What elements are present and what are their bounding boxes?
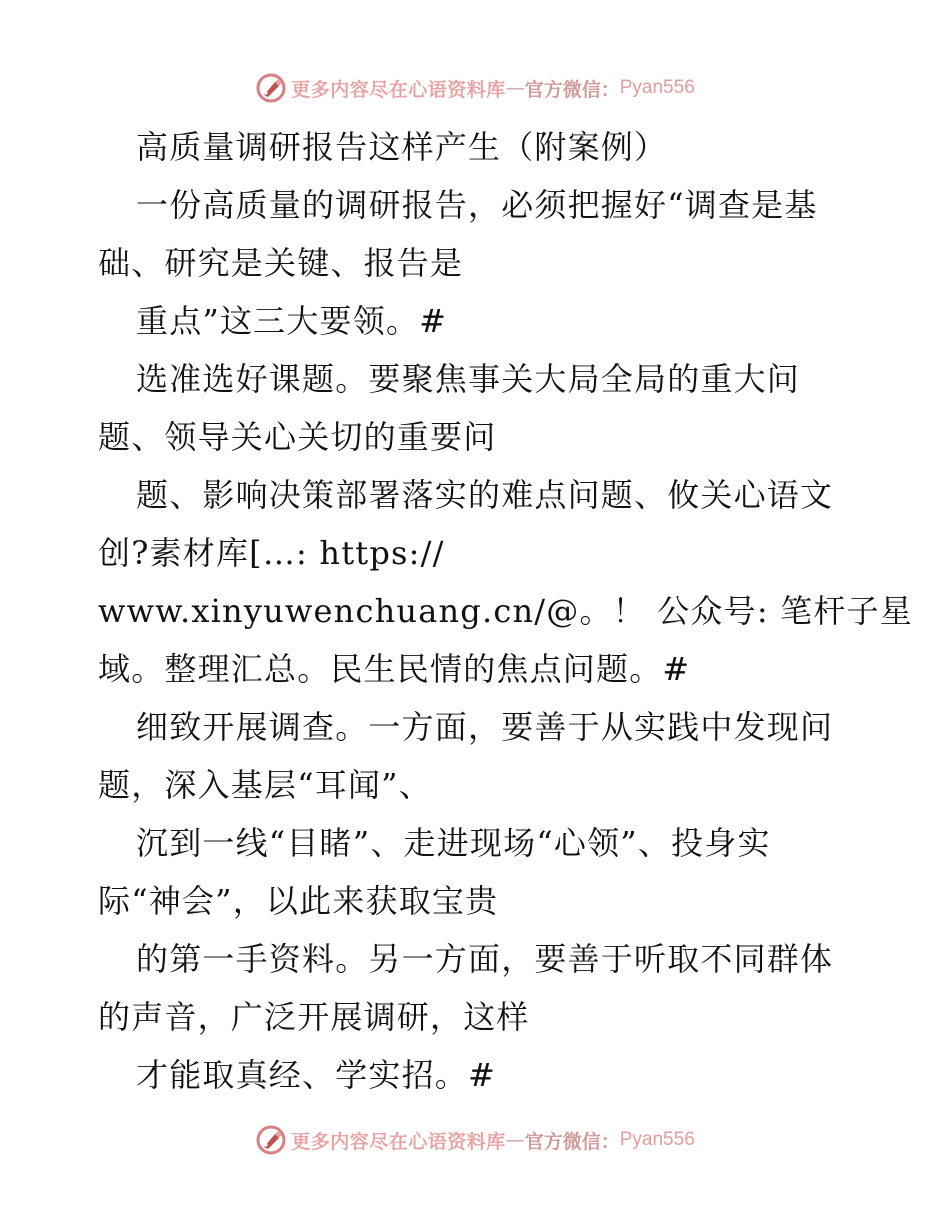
text-line: 选准选好课题。要聚焦事关大局全局的重大问 (136, 360, 801, 398)
header-banner (0, 68, 950, 108)
text-line: 重点”这三大要领。# (136, 302, 448, 340)
pen-nib-logo-icon (255, 1124, 287, 1156)
pen-nib-logo-icon (255, 72, 287, 104)
text-line: 域。整理汇总。民生民情的焦点问题。# (98, 650, 691, 688)
text-line: 沉到一线“目睹”、走进现场“心领”、投身实 (136, 824, 771, 862)
text-line: 的第一手资料。另一方面，要善于听取不同群体 (136, 940, 834, 978)
text-line: www.xinyuwenchuang.cn/@。！ 公众号: 笔杆子星 (98, 592, 913, 630)
text-line: 细致开展调查。一方面，要善于从实践中发现问 (136, 708, 834, 746)
banner-separator: — (505, 1129, 525, 1151)
text-line: 题、影响决策部署落实的难点问题、攸关心语文 (136, 476, 834, 514)
banner-separator: — (505, 77, 525, 99)
text-line: 高质量调研报告这样产生（附案例） (136, 128, 668, 166)
text-line: 础、研究是关键、报告是 (98, 244, 464, 282)
text-line: 的声音，广泛开展调研，这样 (98, 998, 530, 1036)
banner-wechat-label: 官方微信： (524, 78, 620, 101)
text-line: 际“神会”，以此来获取宝贵 (98, 882, 499, 920)
text-line: 一份高质量的调研报告，必须把握好“调查是基 (136, 186, 818, 224)
banner-text: 更多内容尽在心语资料库 (291, 1130, 506, 1153)
banner-wechat-id: Pyan556 (619, 77, 695, 98)
text-line: 创?素材库[…: https:// (98, 534, 445, 572)
document-body (98, 118, 913, 1104)
banner-text: 更多内容尽在心语资料库 (291, 78, 506, 101)
text-line: 题、领导关心关切的重要问 (98, 418, 497, 456)
banner-wechat-id: Pyan556 (619, 1129, 695, 1150)
footer-banner (0, 1120, 950, 1160)
banner-wechat-label: 官方微信： (524, 1130, 620, 1153)
text-line: 题，深入基层“耳闻”、 (98, 766, 432, 804)
text-line: 才能取真经、学实招。# (136, 1056, 497, 1094)
